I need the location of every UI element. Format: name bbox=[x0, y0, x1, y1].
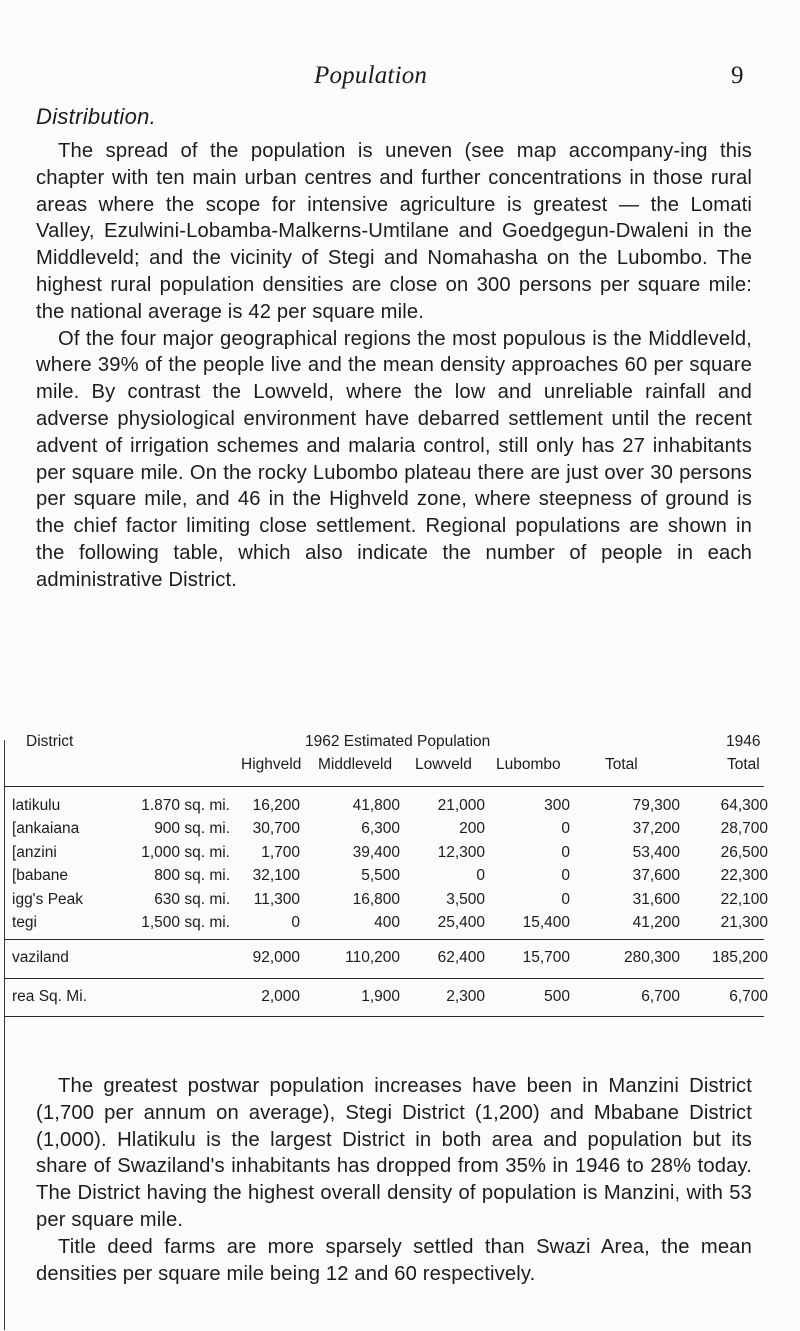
cell-district: [anzini bbox=[12, 843, 57, 861]
cell-total-1946: 22,100 bbox=[720, 890, 768, 908]
cell-total-1962: 37,600 bbox=[632, 867, 680, 885]
cell-total-1962: 37,200 bbox=[632, 820, 680, 838]
table-row bbox=[0, 844, 800, 866]
cell-total-1946: 22,300 bbox=[720, 867, 768, 885]
table-row bbox=[0, 891, 800, 913]
table-summary-row bbox=[0, 988, 800, 1010]
table-rule-bottom bbox=[4, 1016, 764, 1017]
cell-total-1962: 31,600 bbox=[632, 890, 680, 908]
cell-total-1962: 6,700 bbox=[641, 988, 680, 1005]
cell-area: 1,000 sq. mi. bbox=[141, 843, 230, 861]
header-1946: 1946 bbox=[726, 733, 761, 750]
running-title: Population bbox=[314, 62, 428, 89]
paragraph: The greatest postwar population increases have been in Manzini District (1,700 per annum on average), Stegi District (1,200) and Mbabane District (1,000). Hlatikulu is the largest District in both area and population but its share of Swaziland's inhabitants has dropped from 35% in 1946 to 28% today. The District having the highest overall density of population is Manzini, with 53 per square mile. bbox=[36, 1075, 752, 1231]
cell-highveld: 2,000 bbox=[261, 988, 300, 1005]
cell-highveld: 32,100 bbox=[252, 867, 300, 885]
cell-area: 800 sq. mi. bbox=[154, 867, 230, 885]
cell-total-1946: 6,700 bbox=[729, 988, 768, 1005]
cell-highveld: 1,700 bbox=[261, 843, 300, 861]
cell-area: 900 sq. mi. bbox=[154, 820, 230, 838]
table-rule-mid bbox=[4, 939, 764, 940]
table-summary-row bbox=[0, 949, 800, 971]
cell-middleveld: 110,200 bbox=[345, 949, 400, 966]
cell-lowveld: 25,400 bbox=[437, 914, 485, 931]
cell-lowveld: 200 bbox=[459, 820, 485, 838]
cell-lubombo: 0 bbox=[561, 867, 570, 885]
subheader-lubombo: Lubombo bbox=[496, 756, 561, 773]
cell-lubombo: 300 bbox=[544, 797, 570, 814]
cell-total-1946: 185,200 bbox=[711, 949, 768, 966]
cell-area: 1.870 sq. mi. bbox=[141, 797, 230, 814]
table-rule-top bbox=[4, 786, 764, 787]
cell-lowveld: 21,000 bbox=[437, 797, 485, 814]
cell-total-1962: 53,400 bbox=[632, 843, 680, 861]
cell-highveld: 92,000 bbox=[252, 949, 300, 966]
cell-middleveld: 1,900 bbox=[361, 988, 400, 1005]
cell-total-1962: 41,200 bbox=[632, 914, 680, 931]
table-row bbox=[0, 867, 800, 889]
cell-lubombo: 15,400 bbox=[522, 914, 570, 931]
cell-highveld: 0 bbox=[291, 914, 300, 931]
cell-lowveld: 62,400 bbox=[437, 949, 485, 966]
cell-total-1962: 79,300 bbox=[632, 797, 680, 814]
header-district: District bbox=[26, 733, 74, 750]
cell-total-1946: 28,700 bbox=[720, 820, 768, 838]
page-number: 9 bbox=[731, 62, 744, 89]
cell-lubombo: 0 bbox=[561, 820, 570, 838]
table-row bbox=[0, 797, 800, 819]
cell-middleveld: 16,800 bbox=[352, 890, 400, 908]
cell-middleveld: 6,300 bbox=[361, 820, 400, 838]
cell-area: 1,500 sq. mi. bbox=[141, 914, 230, 931]
subheader-highveld: Highveld bbox=[241, 756, 302, 773]
cell-middleveld: 41,800 bbox=[352, 797, 400, 814]
cell-middleveld: 400 bbox=[374, 914, 400, 931]
cell-district: [ankaiana bbox=[12, 820, 80, 838]
cell-lubombo: 15,700 bbox=[522, 949, 570, 966]
table-row bbox=[0, 914, 800, 936]
cell-district: vaziland bbox=[12, 949, 69, 966]
cell-lowveld: 0 bbox=[476, 867, 485, 885]
section-heading: Distribution. bbox=[36, 104, 157, 129]
cell-lubombo: 500 bbox=[544, 988, 570, 1005]
cell-total-1946: 21,300 bbox=[720, 914, 768, 931]
cell-lowveld: 3,500 bbox=[446, 890, 485, 908]
running-head bbox=[0, 58, 800, 98]
cell-lowveld: 2,300 bbox=[446, 988, 485, 1005]
cell-highveld: 16,200 bbox=[252, 797, 300, 814]
paragraph: Of the four major geographical regions the most populous is the Middleveld, where 39% of the people live and the mean density approaches 60 per square mile. By contrast the Lowveld, where the low and unreliable rainfall and adverse physiological environment have debarred settlement until the recent advent of irrigation schemes and malaria control, still only has 27 inhabitants per square mile. On the rocky Lubombo plateau there are just over 30 persons per square mile, and 46 in the Highveld zone, where steepness of ground is the chief factor limiting close settlement. Regional populations are shown in the following table, which also indicate the number of people in each administrative District. bbox=[36, 327, 752, 591]
cell-middleveld: 39,400 bbox=[352, 843, 400, 861]
table-rule-summary bbox=[4, 978, 764, 979]
cell-middleveld: 5,500 bbox=[361, 867, 400, 885]
table-row bbox=[0, 820, 800, 842]
cell-district: igg's Peak bbox=[12, 890, 84, 908]
header-1962: 1962 Estimated Population bbox=[305, 733, 491, 750]
cell-lubombo: 0 bbox=[561, 843, 570, 861]
cell-district: latikulu bbox=[12, 797, 61, 814]
paragraph: Title deed farms are more sparsely settled than Swazi Area, the mean densities per square mile being 12 and 60 respectively. bbox=[36, 1235, 752, 1285]
cell-total-1946: 26,500 bbox=[720, 843, 768, 861]
cell-lubombo: 0 bbox=[561, 890, 570, 908]
subheader-total-1962: Total bbox=[605, 756, 638, 773]
cell-area: 630 sq. mi. bbox=[154, 890, 230, 908]
subheader-total-1946: Total bbox=[727, 756, 760, 773]
cell-district: rea Sq. Mi. bbox=[12, 988, 87, 1005]
paragraph: The spread of the population is uneven (see map accompany-ing this chapter with ten main urban centres and further concentrations in those rural areas where the scope for intensive agriculture is greatest — the Lomati Valley, Ezulwini-Lobamba-Malkerns-Umtilane and Goedgegun-Dwaleni in the Middleveld; and the vicinity of Stegi and Nomahasha on the Lubombo. The highest rural population densities are close on 300 persons per square mile: the national average is 42 per square mile. bbox=[36, 140, 752, 323]
cell-lowveld: 12,300 bbox=[437, 843, 485, 861]
cell-district: [babane bbox=[12, 867, 69, 885]
cell-total-1962: 280,300 bbox=[623, 949, 680, 966]
subheader-middleveld: Middleveld bbox=[318, 756, 393, 773]
cell-highveld: 11,300 bbox=[253, 890, 300, 908]
cell-total-1946: 64,300 bbox=[720, 797, 768, 814]
subheader-lowveld: Lowveld bbox=[415, 756, 472, 773]
cell-district: tegi bbox=[12, 914, 37, 931]
body-text-bottom bbox=[36, 1073, 752, 1287]
cell-highveld: 30,700 bbox=[252, 820, 300, 838]
body-text-top bbox=[36, 138, 752, 594]
